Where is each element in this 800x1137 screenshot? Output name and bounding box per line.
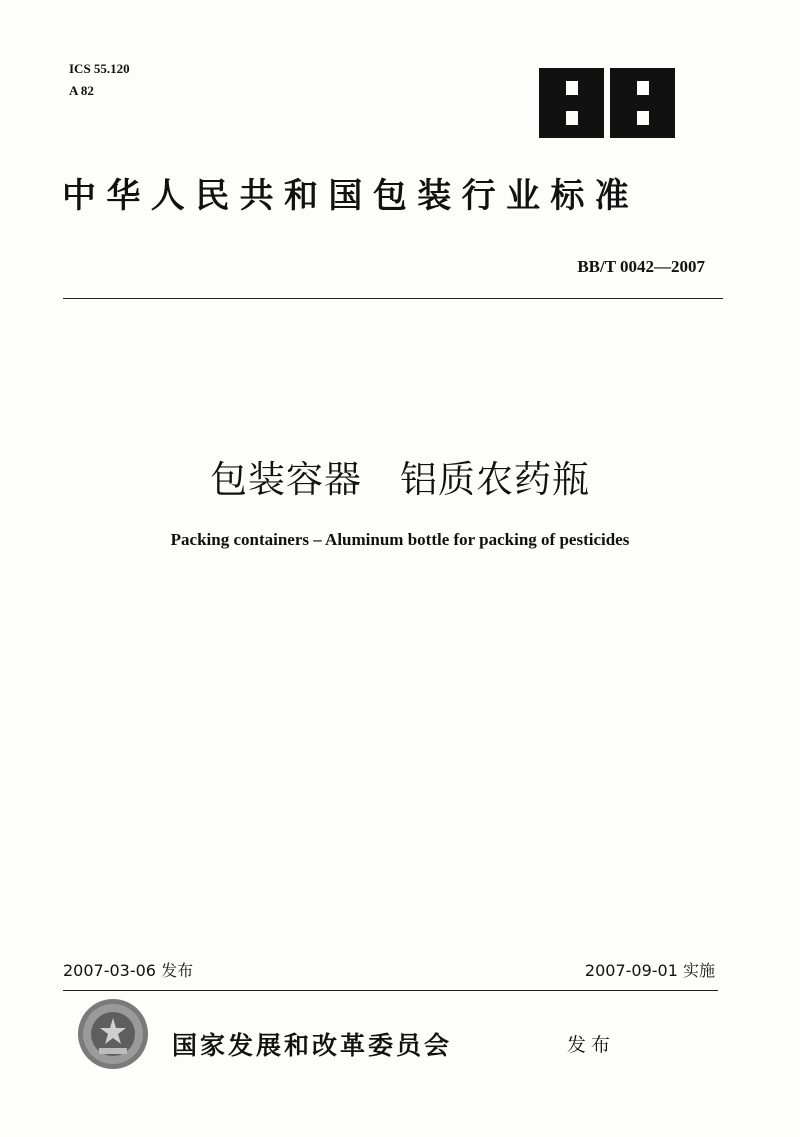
standard-number: BB/T 0042—2007 [577,257,705,276]
ics-code: ICS 55.120 [69,61,130,76]
issue-date: 2007-03-06 发布 [63,961,194,980]
category-code: A 82 [69,83,94,98]
bb-logo-letter-1 [539,68,604,138]
org-title: 中华人民共和国包装行业标准 [62,176,640,216]
bb-logo-letter-2 [610,68,675,138]
publisher-suffix: 发布 [567,1034,616,1056]
bb-logo [539,68,675,138]
title-chinese: 包装容器 铝质农药瓶 [210,458,590,501]
national-emblem-icon [77,998,149,1070]
publisher-name: 国家发展和改革委员会 [172,1031,453,1060]
title-english: Packing containers – Aluminum bottle for packing of pesticides [170,530,630,549]
footer-divider [63,990,718,991]
classification-codes [69,58,130,102]
header-divider [63,298,723,299]
implement-date: 2007-09-01 实施 [584,961,715,980]
